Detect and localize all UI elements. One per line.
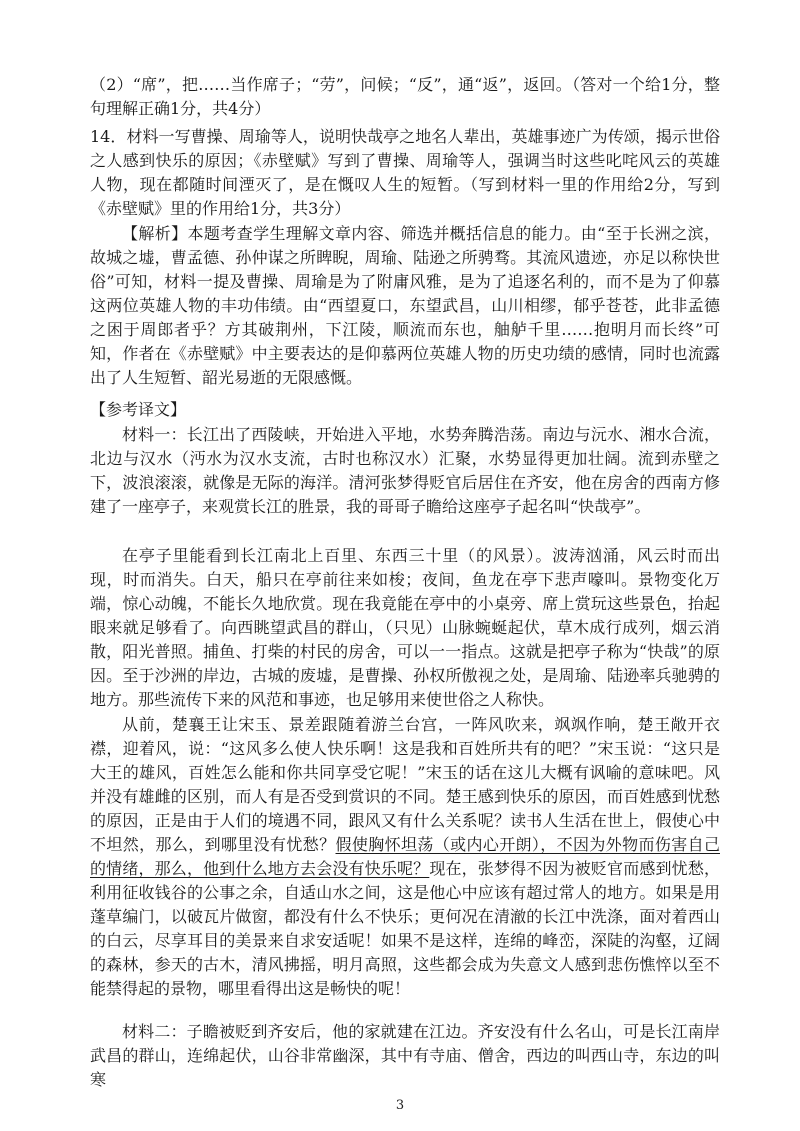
- answer-item-2: （2）“席”，把……当作席子；“劳”，问候；“反”，通“返”，返回。（答对一个给1分，整句理解正确1分，共4分）: [90, 75, 720, 118]
- page-number: 3: [395, 1098, 405, 1113]
- translation-paragraph-3: [90, 713, 720, 1001]
- translation-text-continued: 现在，张梦得不因为被贬官而感到忧愁，利用征收钱谷的公事之余，自适山水之间，这是他心中应该有超过常人的地方。如果是用蓬草编门，以破瓦片做窗，都没有什么不快乐；更何况在清澈的长江中洗涤，面对着西山的白云，尽享耳目的美景来自求安适呢！如果不是这样，连绵的峰峦，深陡的沟壑，辽阔的森林，参天的古木，清风拂摇，明月高照，这些都会成为失意文人感到悲伤憔悴以至不能禁得起的景物，哪里看得出这是畅快的呢！: [90, 859, 720, 998]
- translation-text: 从前，楚襄王让宋玉、景差跟随着游兰台宫，一阵风吹来，飒飒作响，楚王敞开衣襟，迎着风，说：“这风多么使人快乐啊！这是我和百姓所共有的吧？”宋玉说：“这只是大王的雄风，百姓怎么能和你共同享受它呢！”宋玉的话在这儿大概有讽喻的意味吧。风并没有雄雌的区别，而人有是否受到赏识的不同。楚王感到快乐的原因，而百姓感到忧愁的原因，正是由于人们的境遇不同，跟风又有什么关系呢？读书人生活在世上，假使心中不坦然，那么，到哪里没有忧愁？: [90, 715, 720, 854]
- translation-paragraph-2: 在亭子里能看到长江南北上百里、东西三十里（的风景）。波涛汹涌，风云时而出现，时而消失。白天，船只在亭前往来如梭；夜间，鱼龙在亭下悲声嚎叫。景物变化万端，惊心动魄，不能长久地欣赏。现在我竟能在亭中的小桌旁、席上赏玩这些景色，抬起眼来就足够看了。向西眺望武昌的群山，（只见）山脉蜿蜒起伏，草木成行成列，烟云消散，阳光普照。捕鱼、打柴的村民的房舍，可以一一指点。这就是把亭子称为“快哉”的原因。至于沙洲的岸边，古城的废墟，是曹操、孙权所傲视之处，是周瑜、陆逊率兵驰骋的地方。那些流传下来的风范和事迹，也足够用来使世俗之人称快。: [90, 546, 720, 709]
- translation-heading: 【参考译文】: [90, 400, 187, 419]
- translation-paragraph-1: 材料一：长江出了西陵峡，开始进入平地，水势奔腾浩荡。南边与沅水、湘水合流，北边与汉水（沔水为汉水支流，古时也称汉水）汇聚，水势显得更加壮阔。流到赤壁之下，波浪滚滚，就像是无际的海洋。清河张梦得贬官后居住在齐安，他在房舍的西南方修建了一座亭子，来观赏长江的胜景，我的哥哥子瞻给这座亭子起名叫“快哉亭”。: [90, 425, 720, 516]
- answer-question-14: 14．材料一写曹操、周瑜等人，说明快哉亭之地名人辈出，英雄事迹广为传颂，揭示世俗之人感到快乐的原因；《赤壁赋》写到了曹操、周瑜等人，强调当时这些叱咤风云的英雄人物，现在都随时间湮灭了，是在慨叹人生的短暂。（写到材料一里的作用给2分，写到《赤壁赋》里的作用给1分，共3分）: [90, 127, 720, 218]
- translation-paragraph-4: 材料二：子瞻被贬到齐安后，他的家就建在江边。齐安没有什么名山，可是长江南岸武昌的群山，连绵起伏，山谷非常幽深，其中有寺庙、僧舍，西边的叫西山寺，东边的叫寒: [90, 1022, 720, 1089]
- underlined-key-sentence: 假使胸怀坦荡（或内心开朗），不因为外物而伤害自己的情绪，那么，他到什么地方去会没有快乐呢？: [90, 835, 720, 878]
- analysis-paragraph: 【解析】本题考查学生理解文章内容、筛选并概括信息的能力。由“至于长洲之滨，故城之墟，曹孟德、孙仲谋之所睥睨，周瑜、陆逊之所骋骛。其流风遗迹，亦足以称快世俗”可知，材料一提及曹操、周瑜是为了附庸风雅，是为了追逐名利的，而不是为了仰慕这两位英雄人物的丰功伟绩。由“西望夏口，东望武昌，山川相缪，郁乎苍苍，此非孟德之困于周郎者乎？方其破荆州，下江陵，顺流而东也，舳舻千里……抱明月而长终”可知，作者在《赤壁赋》中主要表达的是仰慕两位英雄人物的历史功绩的感情，同时也流露出了人生短暂、韶光易逝的无限感慨。: [90, 224, 720, 387]
